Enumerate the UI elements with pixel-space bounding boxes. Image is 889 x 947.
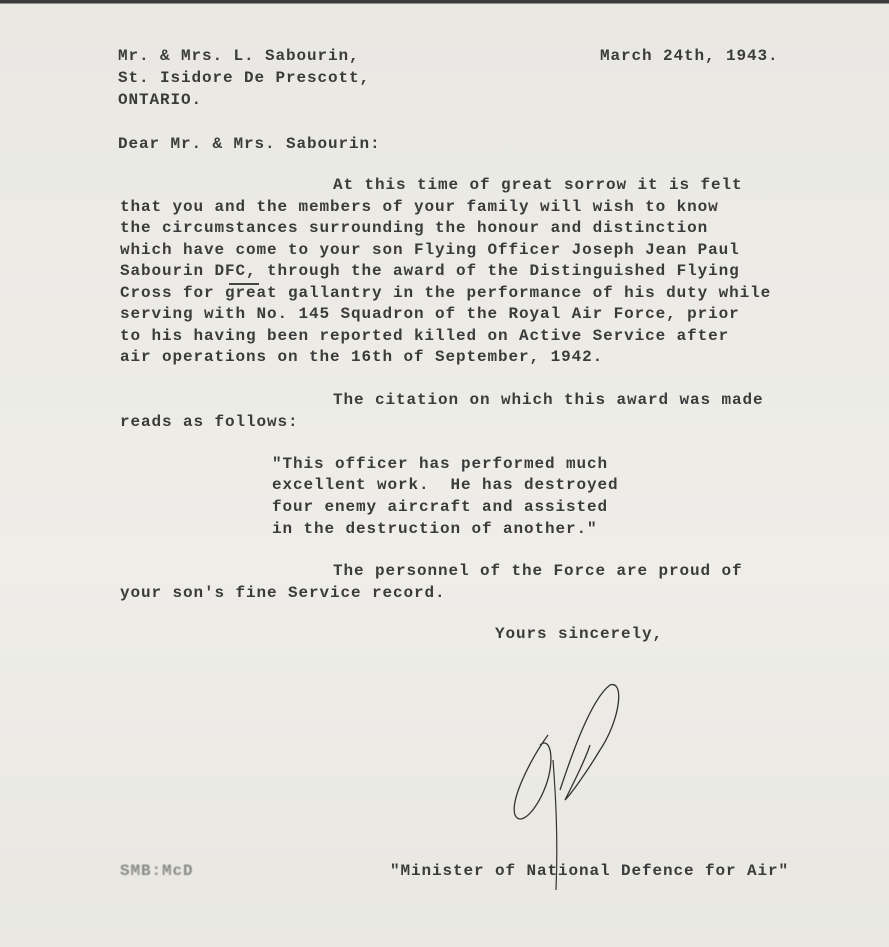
citation-line: four enemy aircraft and assisted	[272, 498, 609, 516]
recipient-line-2: St. Isidore De Prescott,	[118, 69, 371, 87]
citation-line: in the destruction of another."	[272, 520, 598, 538]
paragraph3-line: The personnel of the Force are proud of	[333, 562, 743, 580]
reference-initials: SMB:McD	[120, 862, 194, 880]
paragraph1-line: Cross for great gallantry in the performance of his duty while	[120, 284, 772, 302]
paragraph1-line: At this time of great sorrow it is felt	[333, 176, 743, 194]
signatory-title: "Minister of National Defence for Air"	[390, 862, 790, 880]
salutation: Dear Mr. & Mrs. Sabourin:	[118, 135, 381, 153]
paragraph1-line: that you and the members of your family will wish to know	[120, 198, 719, 216]
paragraph1-line: the circumstances surrounding the honour and distinction	[120, 219, 709, 237]
paragraph1-line: Sabourin DFC, through the award of the Distinguished Flying	[120, 262, 740, 280]
paragraph1-line: which have come to your son Flying Officer Joseph Jean Paul	[120, 241, 740, 259]
citation-line: "This officer has performed much	[272, 455, 609, 473]
paragraph1-line: to his having been reported killed on Active Service after	[120, 327, 730, 345]
recipient-line-3: ONTARIO.	[118, 91, 203, 109]
closing: Yours sincerely,	[495, 625, 664, 643]
paragraph3-line: your son's fine Service record.	[120, 584, 446, 602]
paragraph1-line: serving with No. 145 Squadron of the Royal Air Force, prior	[120, 305, 740, 323]
paragraph2-line: reads as follows:	[120, 413, 299, 431]
recipient-line-1: Mr. & Mrs. L. Sabourin,	[118, 47, 360, 65]
citation-line: excellent work. He has destroyed	[272, 476, 619, 494]
paragraph2-line: The citation on which this award was made	[333, 391, 764, 409]
paragraph1-line: air operations on the 16th of September, 1942.	[120, 348, 604, 366]
letter-date: March 24th, 1943.	[600, 47, 779, 65]
